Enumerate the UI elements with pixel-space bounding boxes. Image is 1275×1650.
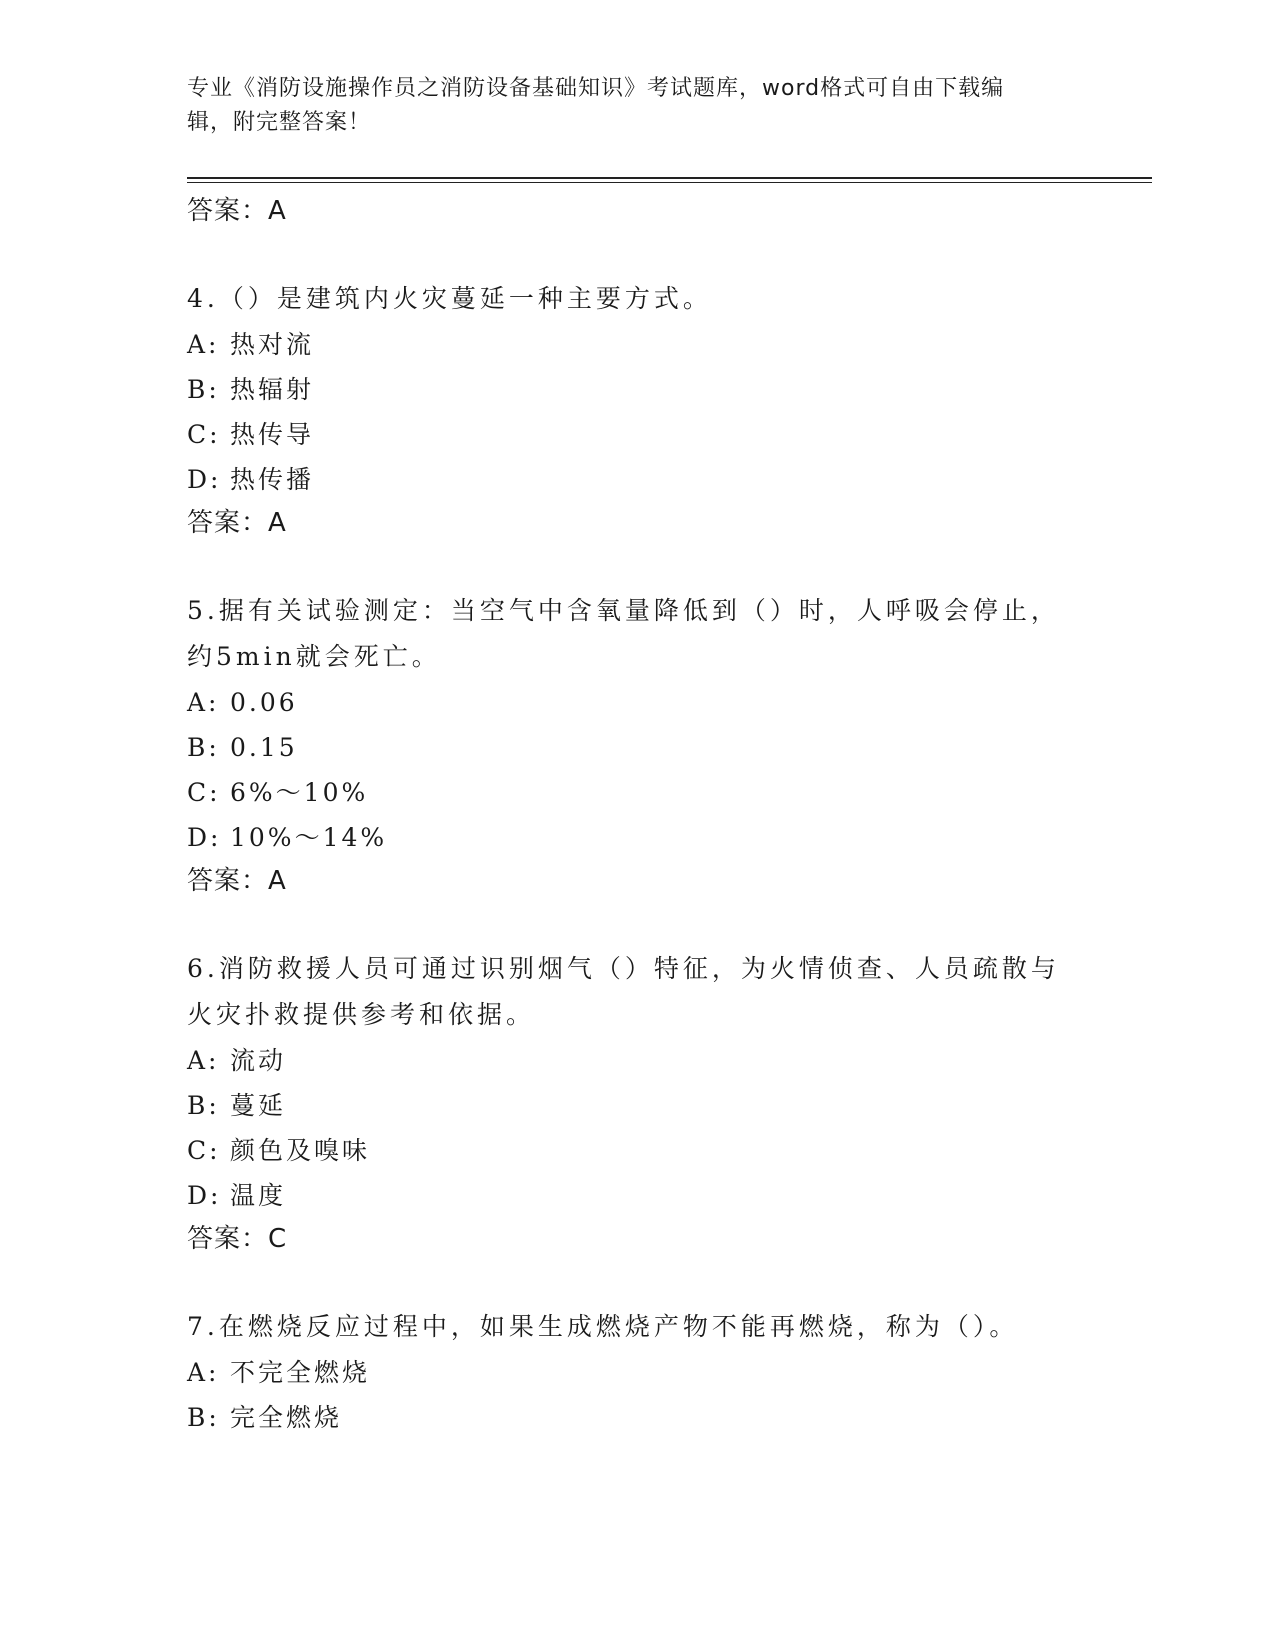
option-row [187, 1173, 1087, 1218]
option-key: C: [187, 1136, 221, 1165]
option-row [187, 412, 1087, 457]
question-block [187, 1304, 1087, 1440]
option-key: B: [187, 1091, 220, 1120]
option-row [187, 725, 1087, 770]
option-key: A: [187, 1358, 220, 1387]
option-row [187, 1395, 1087, 1440]
question-block [187, 588, 1087, 902]
option-text: 颜色及嗅味 [230, 1136, 371, 1165]
question-text: 6.消防救援人员可通过识别烟气（）特征，为火情侦查、人员疏散与火灾扑救提供参考和依据。 [187, 954, 1060, 1029]
option-key: C: [187, 420, 221, 449]
option-key: B: [187, 1403, 220, 1432]
header-line-1: 专业《消防设施操作员之消防设备基础知识》考试题库，word格式可自由下载编 [187, 76, 1005, 101]
document-header [187, 72, 1067, 140]
option-text: 0.06 [230, 688, 298, 717]
header-rule-thin [187, 182, 1152, 183]
option-key: D: [187, 465, 222, 494]
option-row [187, 815, 1087, 860]
option-key: D: [187, 823, 222, 852]
option-row [187, 680, 1087, 725]
question-list [187, 190, 1087, 1440]
option-key: C: [187, 778, 221, 807]
option-row [187, 367, 1087, 412]
header-rule [187, 177, 1152, 179]
question-block [187, 276, 1087, 544]
answer-line: 答案：C [187, 1224, 288, 1254]
option-text: 0.15 [230, 733, 298, 762]
option-text: 不完全燃烧 [230, 1358, 371, 1387]
option-text: 蔓延 [230, 1091, 287, 1120]
option-key: A: [187, 330, 220, 359]
option-key: B: [187, 375, 220, 404]
option-row [187, 770, 1087, 815]
option-key: B: [187, 733, 220, 762]
question-text: 7.在燃烧反应过程中，如果生成燃烧产物不能再燃烧，称为（）。 [187, 1312, 1019, 1341]
option-row [187, 1128, 1087, 1173]
option-text: 热传播 [230, 465, 315, 494]
option-row [187, 1038, 1087, 1083]
option-key: D: [187, 1181, 222, 1210]
option-text: 10%～14% [230, 823, 388, 852]
question-block [187, 946, 1087, 1260]
header-line-2: 辑，附完整答案！ [187, 110, 372, 135]
option-row [187, 1350, 1087, 1395]
option-text: 流动 [230, 1046, 287, 1075]
option-text: 热对流 [230, 330, 315, 359]
option-text: 完全燃烧 [230, 1403, 343, 1432]
question-text: 5.据有关试验测定：当空气中含氧量降低到（）时，人呼吸会停止，约5min就会死亡。 [187, 596, 1060, 671]
answer-line: 答案：A [187, 196, 287, 226]
answer-line: 答案：A [187, 508, 287, 538]
answer-line: 答案：A [187, 866, 287, 896]
option-key: A: [187, 688, 220, 717]
option-key: A: [187, 1046, 220, 1075]
option-text: 热传导 [230, 420, 315, 449]
option-row [187, 1083, 1087, 1128]
option-text: 温度 [230, 1181, 287, 1210]
question-text: 4.（）是建筑内火灾蔓延一种主要方式。 [187, 284, 712, 313]
option-row [187, 322, 1087, 367]
questions-container [187, 276, 1087, 1440]
option-row [187, 457, 1087, 502]
option-text: 热辐射 [230, 375, 315, 404]
option-text: 6%～10% [230, 778, 369, 807]
